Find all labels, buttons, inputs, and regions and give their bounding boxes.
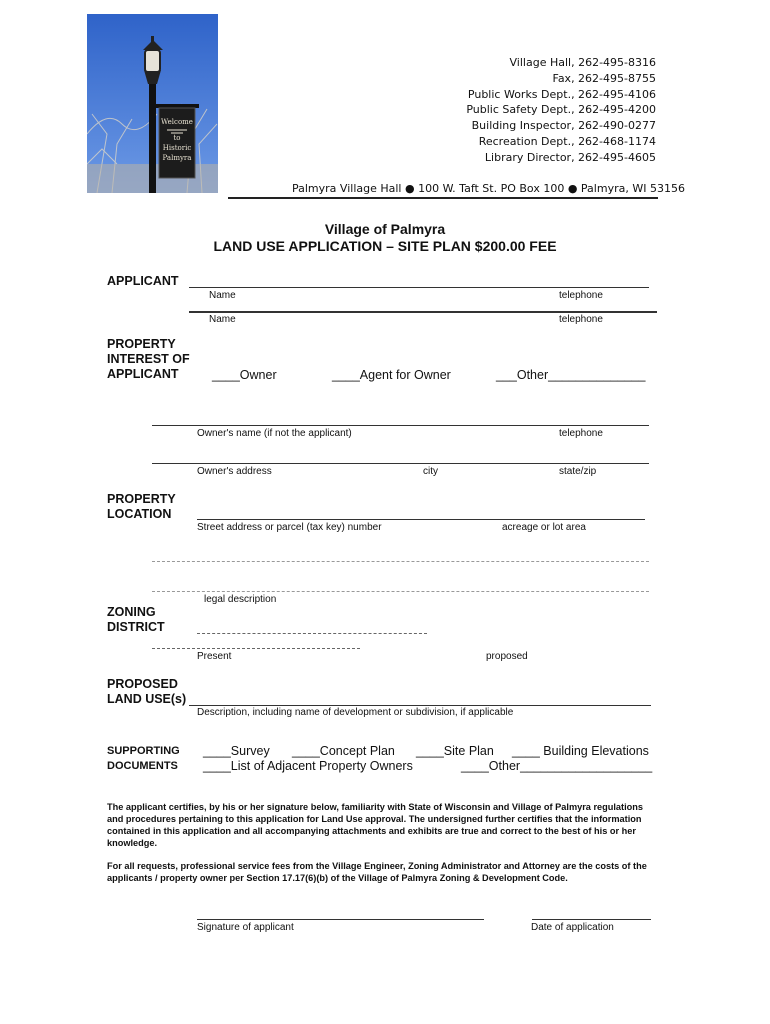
zoning-proposed-caption: proposed [486, 651, 528, 662]
zoning-district-label [107, 605, 165, 635]
svg-text:Welcome: Welcome [161, 118, 193, 126]
contact-library: Library Director, 262-495-4605 [484, 150, 656, 164]
header-photo-lamp-post [87, 14, 218, 193]
supporting-documents-label-line-1: SUPPORTING [107, 745, 180, 757]
doc-adjacent-owners-option[interactable]: ____List of Adjacent Property Owners [203, 759, 413, 773]
contact-building-inspector: Building Inspector, 262-490-0277 [471, 119, 656, 133]
document-title: Village of Palmyra [324, 221, 446, 237]
interest-agent-option[interactable]: ____Agent for Owner [332, 368, 451, 382]
header-divider [228, 197, 658, 199]
property-street-line[interactable] [197, 519, 645, 520]
signature-caption: Signature of applicant [197, 922, 294, 933]
legal-description-line-2[interactable] [152, 591, 649, 592]
owner-name-caption: Owner's name (if not the applicant) [197, 428, 352, 439]
property-location-label [107, 492, 176, 522]
land-use-description-line[interactable] [189, 705, 651, 706]
property-interest-label-line-2: INTEREST OF [107, 352, 190, 366]
legal-description-line-1[interactable] [152, 561, 649, 562]
owner-address-line[interactable] [152, 463, 649, 464]
owner-state-caption: state/zip [559, 466, 597, 477]
zoning-present-line[interactable] [197, 633, 427, 634]
contact-list [466, 55, 656, 166]
zoning-present-caption: Present [197, 651, 232, 662]
property-location-label-line-2: LOCATION [107, 507, 172, 521]
applicant-name-caption-2: Name [209, 314, 236, 325]
interest-other-option[interactable]: ___Other______________ [496, 368, 646, 382]
property-interest-label-line-1: PROPERTY [107, 337, 176, 351]
owner-city-caption: city [423, 466, 438, 477]
contact-public-works: Public Works Dept., 262-495-4106 [467, 87, 656, 101]
street-address-caption: Street address or parcel (tax key) number [197, 522, 382, 533]
property-location-label-line-1: PROPERTY [107, 492, 176, 506]
property-interest-label-line-3: APPLICANT [107, 367, 179, 381]
applicant-line-2[interactable] [189, 311, 657, 313]
land-use-caption: Description, including name of development or subdivision, if applicable [197, 707, 514, 718]
proposed-land-use-label-line-1: PROPOSED [107, 677, 178, 691]
applicant-telephone-caption-2: telephone [559, 314, 603, 325]
supporting-documents-label [107, 744, 180, 774]
svg-text:to: to [173, 134, 181, 142]
doc-other-option[interactable]: ____Other___________________ [461, 759, 653, 773]
contact-fax: Fax, 262-495-8755 [552, 71, 656, 85]
doc-building-elevations-option[interactable]: ____ Building Elevations [512, 744, 649, 758]
owner-address-caption: Owner's address [197, 466, 272, 477]
applicant-line-1[interactable] [189, 287, 649, 288]
interest-owner-option[interactable]: ____Owner [212, 368, 277, 382]
contact-public-safety: Public Safety Dept., 262-495-4200 [466, 103, 656, 117]
doc-survey-option[interactable]: ____Survey [203, 744, 270, 758]
owner-telephone-caption: telephone [559, 428, 603, 439]
zoning-district-label-line-2: DISTRICT [107, 620, 165, 634]
doc-site-plan-option[interactable]: ____Site Plan [416, 744, 494, 758]
svg-text:Palmyra: Palmyra [162, 154, 192, 162]
acreage-caption: acreage or lot area [502, 522, 586, 533]
certification-paragraph: The applicant certifies, by his or her signature below, familiarity with State of Wisconsin and Village of Palmyra regulations and procedures pertaining to this application for Land Use approval. The undersigned further certifies that the information contained in this application and all accompanying attachments and exhibits are true and correct to the best of his or her knowledge. [107, 802, 643, 848]
svg-text:Historic: Historic [162, 144, 192, 152]
village-address: Palmyra Village Hall ● 100 W. Taft St. PO Box 100 ● Palmyra, WI 53156 [292, 182, 685, 195]
document-subtitle: LAND USE APPLICATION – SITE PLAN $200.00 FEE [213, 238, 557, 254]
applicant-name-caption-1: Name [209, 290, 236, 301]
zoning-proposed-line[interactable] [152, 648, 360, 649]
applicant-label: APPLICANT [107, 274, 179, 288]
signature-line[interactable] [197, 919, 484, 920]
proposed-land-use-label-line-2: LAND USE(s) [107, 692, 187, 706]
fees-paragraph: For all requests, professional service fees from the Village Engineer, Zoning Administrator and Attorney are the costs of the applicants / property owner per Section 17.17(6)(b) of the Village of Palmyra Zoning & Development Code. [107, 861, 647, 883]
supporting-documents-label-line-2: DOCUMENTS [107, 760, 178, 772]
zoning-district-label-line-1: ZONING [107, 605, 156, 619]
proposed-land-use-label [107, 677, 186, 707]
owner-name-line[interactable] [152, 425, 649, 426]
applicant-telephone-caption-1: telephone [559, 290, 603, 301]
date-caption: Date of application [531, 922, 614, 933]
contact-recreation: Recreation Dept., 262-468-1174 [478, 134, 656, 148]
date-line[interactable] [532, 919, 651, 920]
property-interest-label [107, 337, 190, 382]
contact-village-hall: Village Hall, 262-495-8316 [509, 56, 656, 69]
doc-concept-plan-option[interactable]: ____Concept Plan [292, 744, 395, 758]
legal-description-caption: legal description [204, 594, 277, 605]
